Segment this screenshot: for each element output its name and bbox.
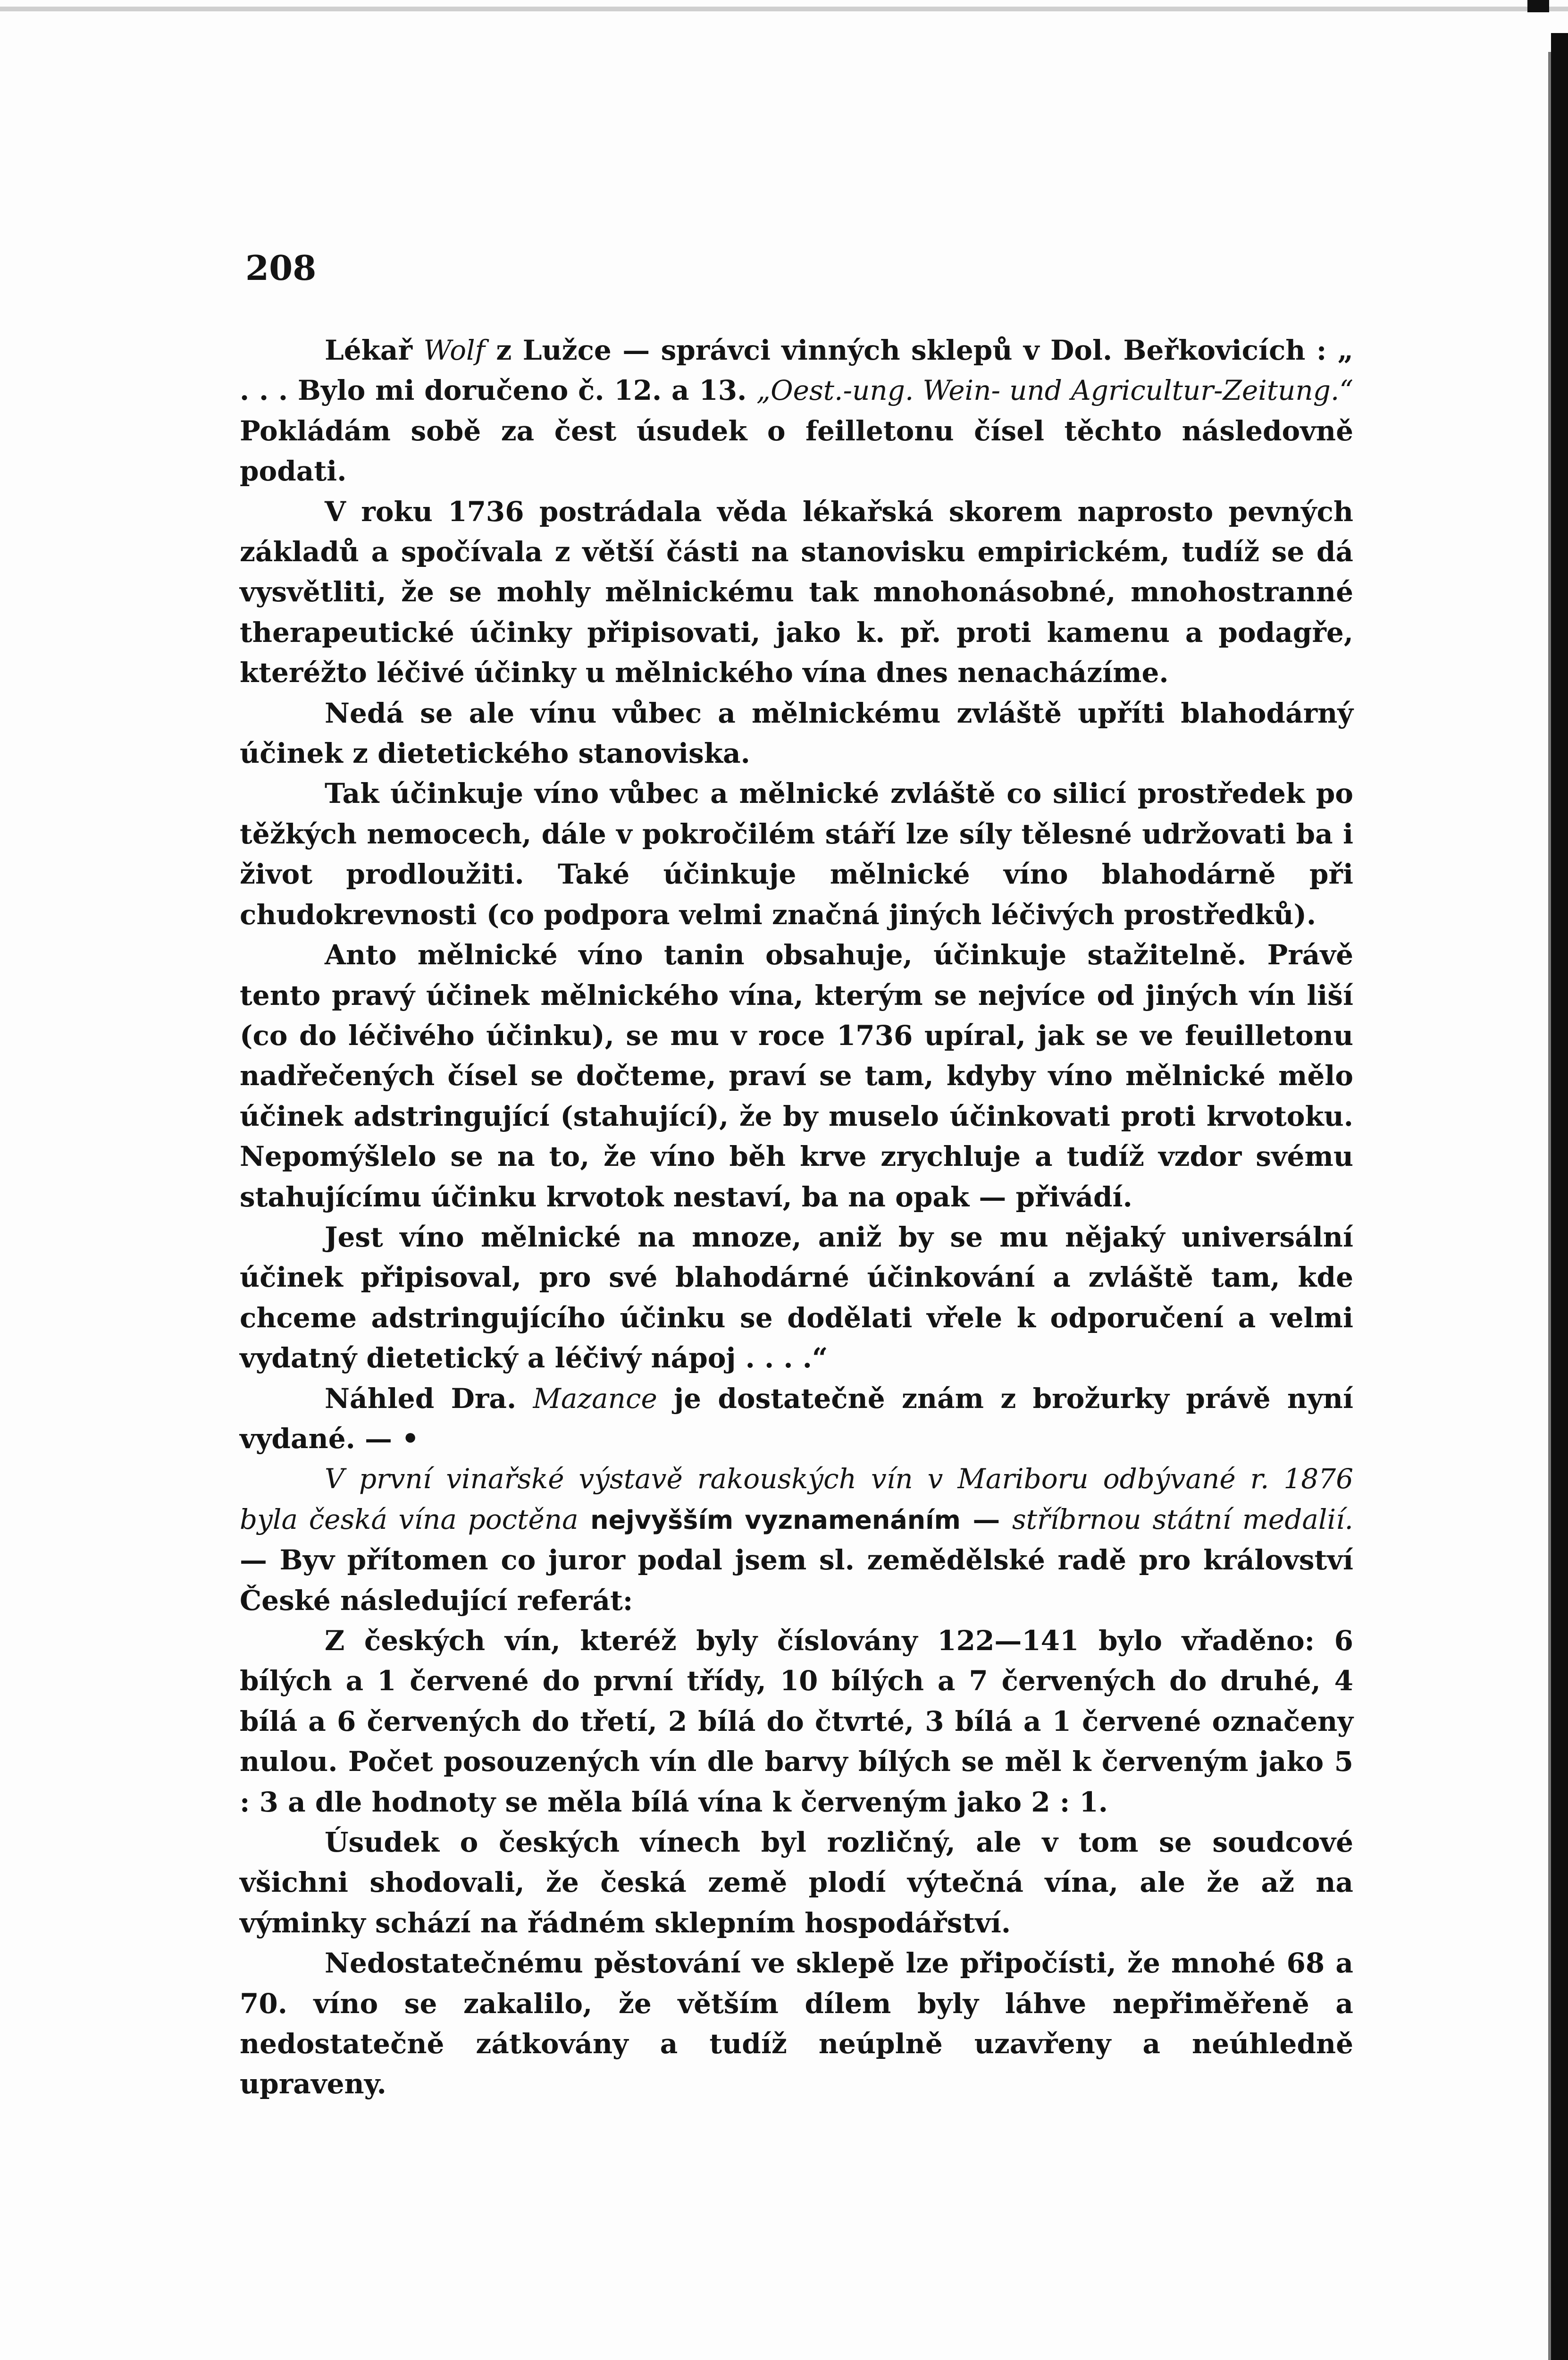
text-segment: — [960, 1503, 1012, 1535]
text-segment: Náhled Dra. [325, 1382, 533, 1415]
page-body-text [240, 330, 1353, 2105]
text-segment: je dostatečně znám z brožurky právě nyní vydané. — • [240, 1382, 1353, 1455]
paragraph [240, 693, 1353, 774]
text-segment: — Byv přítomen co juror podal jsem sl. zemědělské radě pro království České následující referát: [240, 1544, 1353, 1617]
text-segment: Pokládám sobě za čest úsudek o feilletonu čísel těchto následovně podati. [240, 414, 1353, 488]
italic-text: Wolf [423, 334, 486, 366]
text-segment: V roku 1736 postrádala věda lékařská skorem naprosto pevných základů a spočívala z větší části na stanovisku empirickém, tudíž se dá vysvětliti, že se mohly mělnickému tak mnohonásobné, mnohostranné therapeutické účinky připisovati, jako k. př. proti kamenu a podagře, kteréžto léčivé účinky u mělnického vína dnes nenacházíme. [240, 495, 1353, 689]
italic-text: stříbrnou státní medalií. [1012, 1503, 1353, 1535]
italic-text: V první vinařské výstavě rakouských vín v Mariboru odbývané r. 1876 byla česká vína poctěna [240, 1463, 1353, 1535]
text-segment: Z českých vín, kteréž byly číslovány 122—141 bylo vřaděno: 6 bílých a 1 červené do první třídy, 10 bílých a 7 červených do druhé, 4 bílá a 6 červených do třetí, 2 bílá do čtvrté, 3 bílá a 1 červené označeny nulou. Počet posouzených vín dle barvy bílých se měl k červeným jako 5 : 3 a dle hodnoty se měla bílá vína k červeným jako 2 : 1. [240, 1625, 1353, 1818]
scan-corner-mark [1527, 0, 1549, 12]
text-segment: Nedostatečnému pěstování ve sklepě lze připočísti, že mnohé 68 a 70. víno se zakalilo, že větším dílem byly láhve nepřiměřeně a nedostatečně zátkovány a tudíž neúplně uzavřeny a neúhledně upraveny. [240, 1947, 1353, 2100]
paragraph [240, 492, 1353, 693]
text-segment: Tak účinkuje víno vůbec a mělnické zvláště co silicí prostředek po těžkých nemocech, dále v pokročilém stáří lze síly tělesné udržovati ba i život prodloužiti. Také účinkuje mělnické víno blahodárně při chudokrevnosti (co podpora velmi značná jiných léčivých prostředků). [240, 777, 1353, 931]
paragraph [240, 1459, 1353, 1621]
italic-text: Mazance [533, 1382, 657, 1415]
paragraph [240, 1217, 1353, 1379]
text-segment: z Lužce — správci vinných sklepů v Dol. Beřkovicích : „ . . . Bylo mi doručeno č. 12. a 13. [240, 334, 1353, 407]
paragraph [240, 774, 1353, 935]
scan-right-edge [1551, 33, 1568, 2360]
text-segment: Anto mělnické víno tanin obsahuje, účinkuje stažitelně. Právě tento pravý účinek mělnického vína, kterým se nejvíce od jiných vín liší (co do léčivého účinku), se mu v roce 1736 upíral, jak se ve feuilletonu nadřečených čísel se dočteme, praví se tam, kdyby víno mělnické mělo účinek adstringující (stahující), že by muselo účinkovati proti krvotoku. Nepomýšlelo se na to, že víno běh krve zrychluje a tudíž vzdor svému stahujícímu účinku krvotok nestaví, ba na opak — přivádí. [240, 939, 1353, 1213]
text-segment [579, 1503, 590, 1535]
paragraph [240, 1621, 1353, 1822]
paragraph [240, 1822, 1353, 1943]
text-segment: Nedá se ale vínu vůbec a mělnickému zvláště upříti blahodárný účinek z dietetického stanoviska. [240, 697, 1353, 770]
paragraph [240, 935, 1353, 1217]
paragraph [240, 1943, 1353, 2105]
text-segment: Jest víno mělnické na mnoze, aniž by se mu nějaký universální účinek připisoval, pro své blahodárné účinkování a zvláště tam, kde chceme adstringujícího účinku se dodělati vřele k odporučení a velmi vydatný dietetický a léčivý nápoj . . . .“ [240, 1221, 1353, 1374]
emphasis-text: nejvyšším vyznamenáním [590, 1505, 961, 1535]
scan-right-edge-shadow [1548, 52, 1551, 2360]
page-number: 208 [245, 248, 317, 288]
paragraph [240, 1379, 1353, 1459]
text-segment: Lékař [325, 334, 424, 366]
scan-top-rule [0, 7, 1568, 11]
text-segment: Úsudek o českých vínech byl rozličný, ale v tom se soudcové všichni shodovali, že česká země plodí výtečná vína, ale že až na výminky schází na řádném sklepním hospodářství. [240, 1826, 1353, 1939]
paragraph [240, 330, 1353, 492]
italic-text: „Oest.-ung. Wein- und Agricultur-Zeitung.“ [756, 374, 1353, 407]
